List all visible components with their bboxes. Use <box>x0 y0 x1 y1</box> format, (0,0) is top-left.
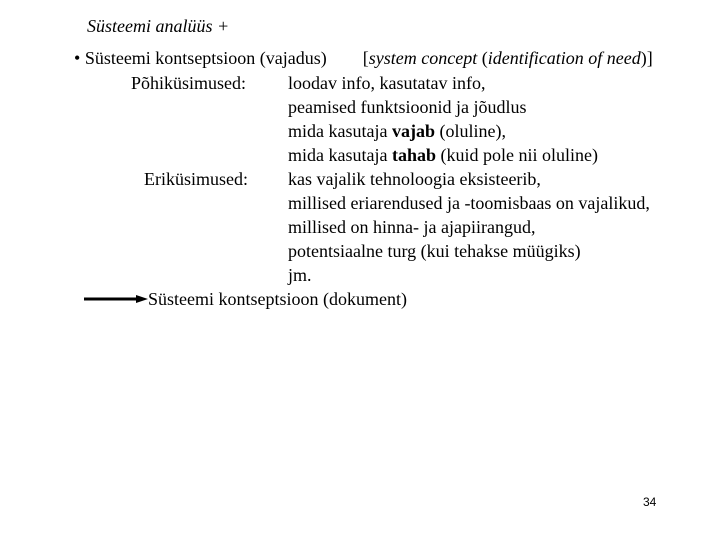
special-need-item: potentsiaalne turg (kui tehakse müügiks) <box>288 241 581 261</box>
slide-title: Süsteemi analüüs + <box>87 16 230 36</box>
translation-paren-open: ( <box>477 48 488 68</box>
bullet-line <box>74 48 653 68</box>
bullet-symbol: • <box>74 48 81 68</box>
special-needs-label: Eriküsimused: <box>144 169 248 189</box>
bullet-text: Süsteemi kontseptsioon (vajadus) <box>84 48 327 68</box>
translation-close: ] <box>646 48 653 68</box>
translation-term: system concept <box>368 48 478 68</box>
translation-detail: identification of need <box>487 48 641 68</box>
translation-open: [ <box>362 48 369 68</box>
special-need-item: jm. <box>288 265 312 285</box>
main-needs-label: Põhiküsimused: <box>131 73 247 93</box>
right-arrow-icon <box>84 293 148 305</box>
main-need-item: peamised funktsioonid ja jõudlus <box>288 97 527 117</box>
main-need-item: mida kasutaja tahab (kuid pole nii oluline) <box>288 145 598 165</box>
page-number: 34 <box>643 495 657 509</box>
translation-paren-close: ) <box>640 48 647 68</box>
main-need-item: mida kasutaja vajab (oluline), <box>288 121 506 141</box>
special-need-item: millised eriarendused ja -toomisbaas on vajalikud, <box>288 193 650 213</box>
main-need-item: loodav info, kasutatav info, <box>288 73 486 93</box>
special-need-item: kas vajalik tehnoloogia eksisteerib, <box>288 169 541 189</box>
result-text: Süsteemi kontseptsioon (dokument) <box>148 289 407 309</box>
special-need-item: millised on hinna- ja ajapiirangud, <box>288 217 536 237</box>
